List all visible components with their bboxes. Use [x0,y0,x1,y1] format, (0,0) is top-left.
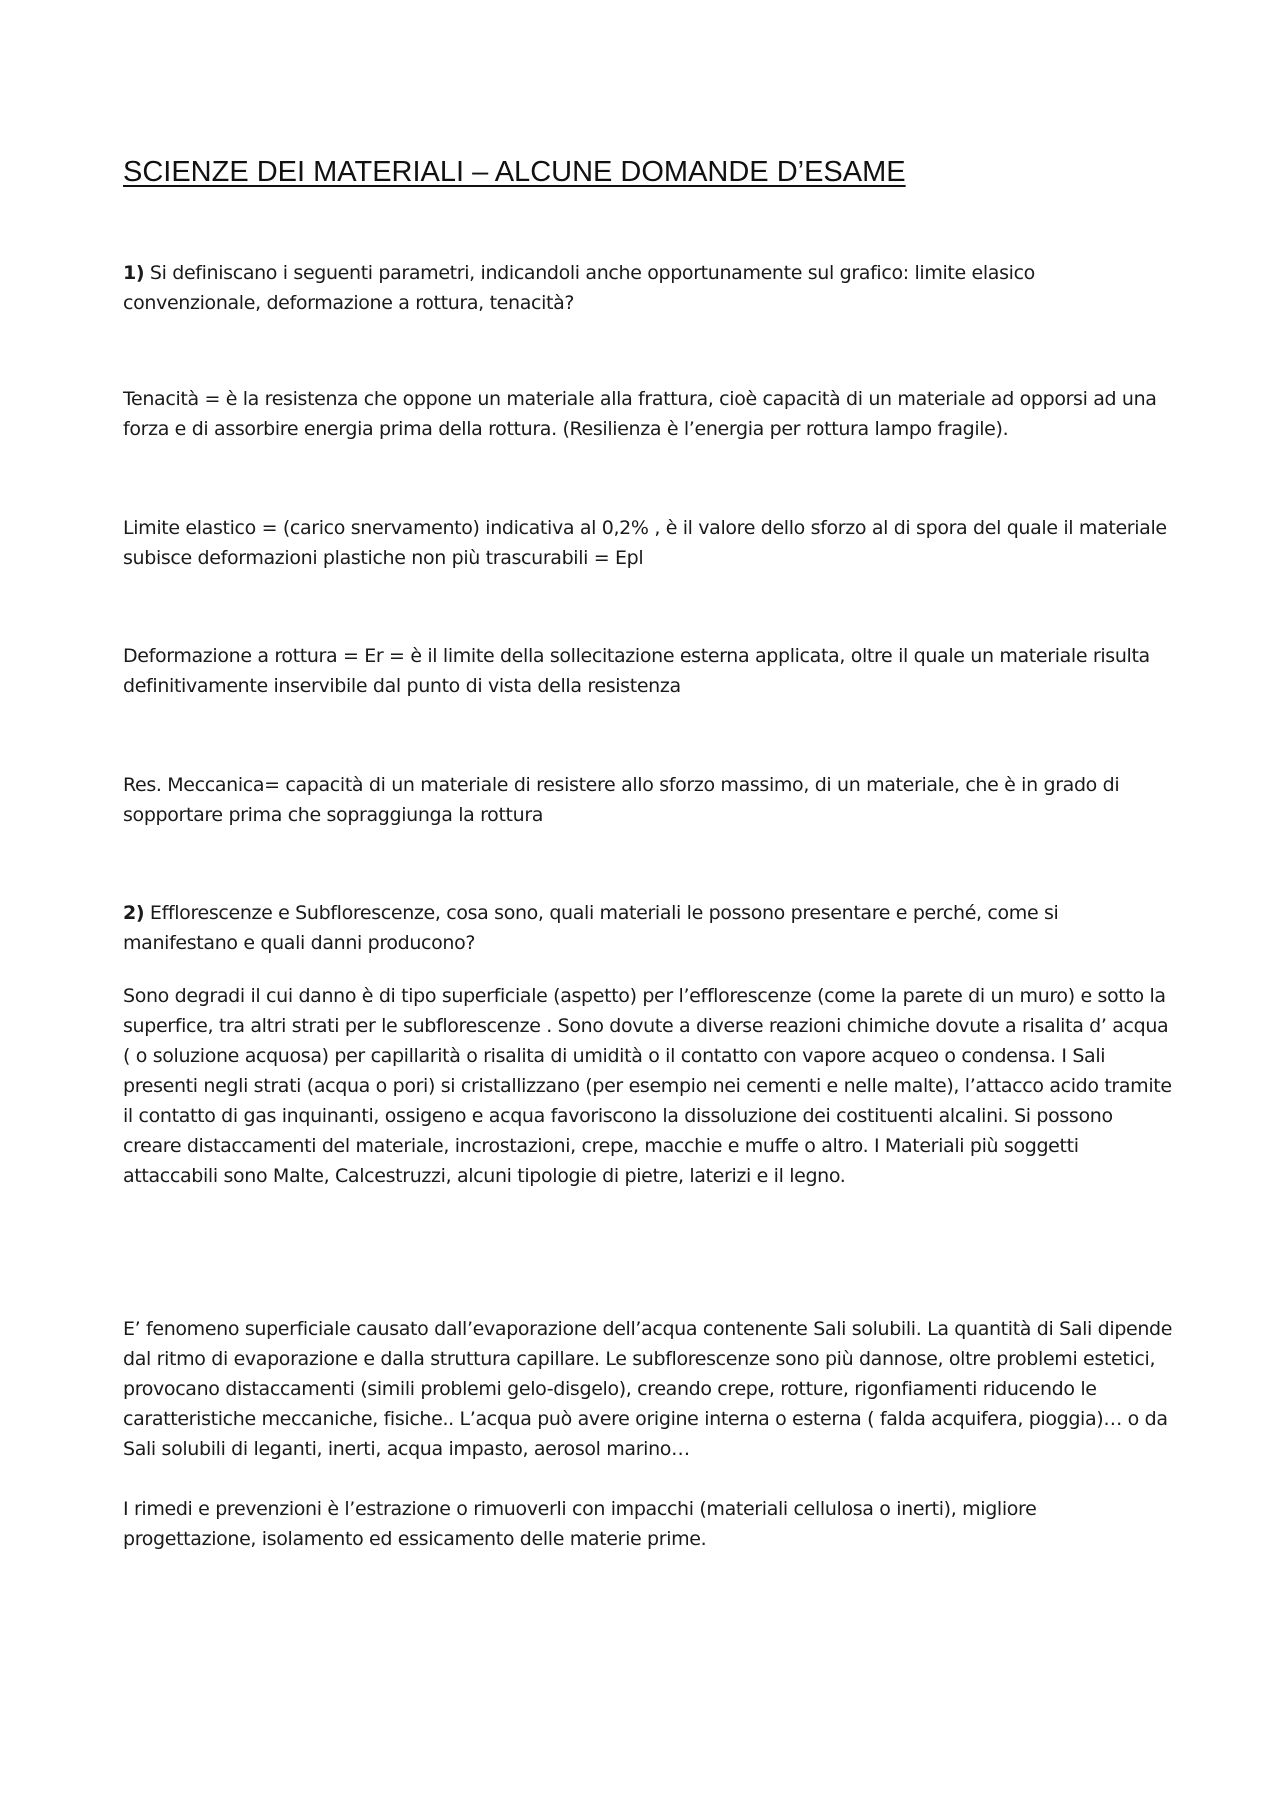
document-title: SCIENZE DEI MATERIALI – ALCUNE DOMANDE D’ESAME [123,156,906,188]
answer-2-paragraph-1: Sono degradi il cui danno è di tipo superficiale (aspetto) per l’efflorescenze (come la parete di un muro) e sotto la superfice, tra altri strati per le subflorescenze . Sono dovute a diverse reazioni chimiche dovute a risalita d’ acqua ( o soluzione acquosa) per capillarità o risalita di umidità o il contatto con vapore acqueo o condensa. I Sali presenti negli strati (acqua o pori) si cristallizzano (per esempio nei cementi e nelle malte), l’attacco acido tramite il contatto di gas inquinanti, ossigeno e acqua favoriscono la dissoluzione dei costituenti alcalini. Si possono creare distaccamenti del materiale, incrostazioni, crepe, macchie e muffe o altro. I Materiali più soggetti attaccabili sono Malte, Calcestruzzi, alcuni tipologie di pietre, laterizi e il legno. [123,985,1172,1187]
answer-limite-elastico: Limite elastico = (carico snervamento) indicativa al 0,2% , è il valore dello sforzo al di spora del quale il materiale subisce deformazioni plastiche non più trascurabili = Epl [123,517,1167,569]
answer-deformazione-rottura: Deformazione a rottura = Er = è il limite della sollecitazione esterna applicata, oltre il quale un materiale risulta definitivamente inservibile dal punto di vista della resistenza [123,645,1150,697]
answer-tenacita: Tenacità = è la resistenza che oppone un materiale alla frattura, cioè capacità di un materiale ad opporsi ad una forza e di assorbire energia prima della rottura. (Resilienza è l’energia per rottura lampo fragile). [123,388,1157,440]
question-2-text: Efflorescenze e Subflorescenze, cosa sono, quali materiali le possono presentare e perché, come si manifestano e quali danni producono? [123,902,1059,954]
question-1 [123,258,1173,318]
question-1-number: 1) [123,262,145,284]
document-page [123,0,1173,1811]
question-2-number: 2) [123,902,145,924]
answer-resistenza-meccanica: Res. Meccanica= capacità di un materiale di resistere allo sforzo massimo, di un materiale, che è in grado di sopportare prima che sopraggiunga la rottura [123,774,1120,826]
answer-2-paragraph-3: I rimedi e prevenzioni è l’estrazione o rimuoverli con impacchi (materiali cellulosa o inerti), migliore progettazione, isolamento ed essicamento delle materie prime. [123,1498,1037,1550]
answer-2-paragraph-2: E’ fenomeno superficiale causato dall’evaporazione dell’acqua contenente Sali solubili. La quantità di Sali dipende dal ritmo di evaporazione e dalla struttura capillare. Le subflorescenze sono più dannose, oltre problemi estetici, provocano distaccamenti (simili problemi gelo-disgelo), creando crepe, rotture, rigonfiamenti riducendo le caratteristiche meccaniche, fisiche.. L’acqua può avere origine interna o esterna ( falda acquifera, pioggia)… o da Sali solubili di leganti, inerti, acqua impasto, aerosol marino… [123,1318,1173,1460]
question-1-text: Si definiscano i seguenti parametri, indicandoli anche opportunamente sul grafico: limite elasico convenzionale, deformazione a rottura, tenacità? [123,262,1035,314]
question-2 [123,898,1173,958]
